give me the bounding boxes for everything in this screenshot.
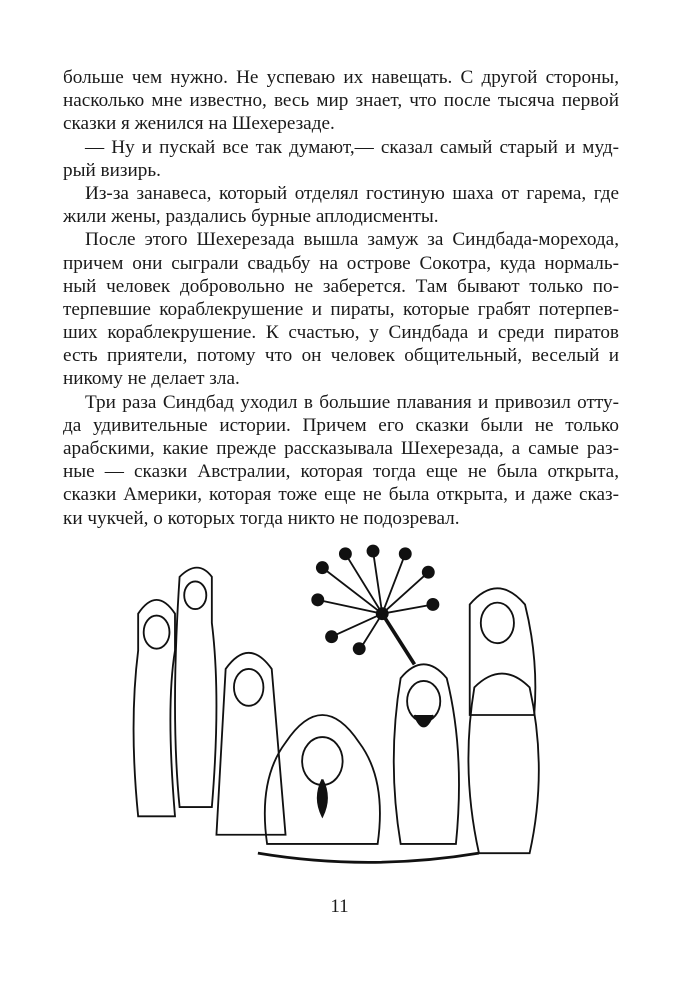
text-line: да удивительные истории. Причем его сказки были не только bbox=[63, 414, 619, 436]
text-line: сказки я женился на Шехерезаде. bbox=[63, 113, 335, 135]
text-line: насколько мне известно, весь мир знает, что после тысяча первой bbox=[63, 90, 619, 112]
body-text bbox=[63, 66, 619, 530]
text-line: ших кораблекрушение. К счастью, у Синдбада и среди пиратов bbox=[63, 322, 619, 344]
text-line: рый визирь. bbox=[63, 159, 161, 181]
text-line: После этого Шехерезада вышла замуж за Синдбада-морехода, bbox=[85, 229, 619, 251]
text-line: ки чукчей, о которых тогда никто не подозревал. bbox=[63, 507, 460, 529]
text-line: причем они сыграли свадьбу на острове Сокотра, куда нормаль- bbox=[63, 252, 619, 274]
text-line: ный человек добровольно не заберется. Там бывают только по- bbox=[63, 275, 619, 297]
text-line: больше чем нужно. Не успеваю их навещать. С другой стороны, bbox=[63, 67, 619, 88]
text-line: есть приятели, потому что он человек общительный, веселый и bbox=[63, 345, 619, 367]
text-line: Три раза Синдбад уходил в большие плавания и привозил отту- bbox=[85, 391, 619, 413]
page-number: 11 bbox=[330, 896, 349, 917]
text-line: сказки Америки, которая тоже еще не была открыта, и даже сказ- bbox=[63, 484, 619, 506]
text-line: Из-за занавеса, который отделял гостиную шаха от гарема, где bbox=[85, 182, 619, 204]
illustration-sinbad-and-viziers bbox=[120, 540, 580, 890]
text-line: жили жены, раздались бурные аплодисменты. bbox=[63, 206, 439, 228]
figures bbox=[134, 568, 539, 863]
text-line: — Ну и пускай все так думают,— сказал самый старый и муд- bbox=[85, 136, 619, 158]
text-line: арабскими, какие прежде рассказывала Шехерезада, а самые раз- bbox=[63, 438, 619, 459]
fan-drawing bbox=[312, 546, 438, 665]
text-line: никому не делает зла. bbox=[63, 368, 240, 390]
text-line: терпевшие кораблекрушение и пираты, которые грабят потерпев- bbox=[63, 298, 619, 320]
text-line: ные — сказки Австралии, которая тогда еще не была открыта, bbox=[63, 461, 619, 483]
